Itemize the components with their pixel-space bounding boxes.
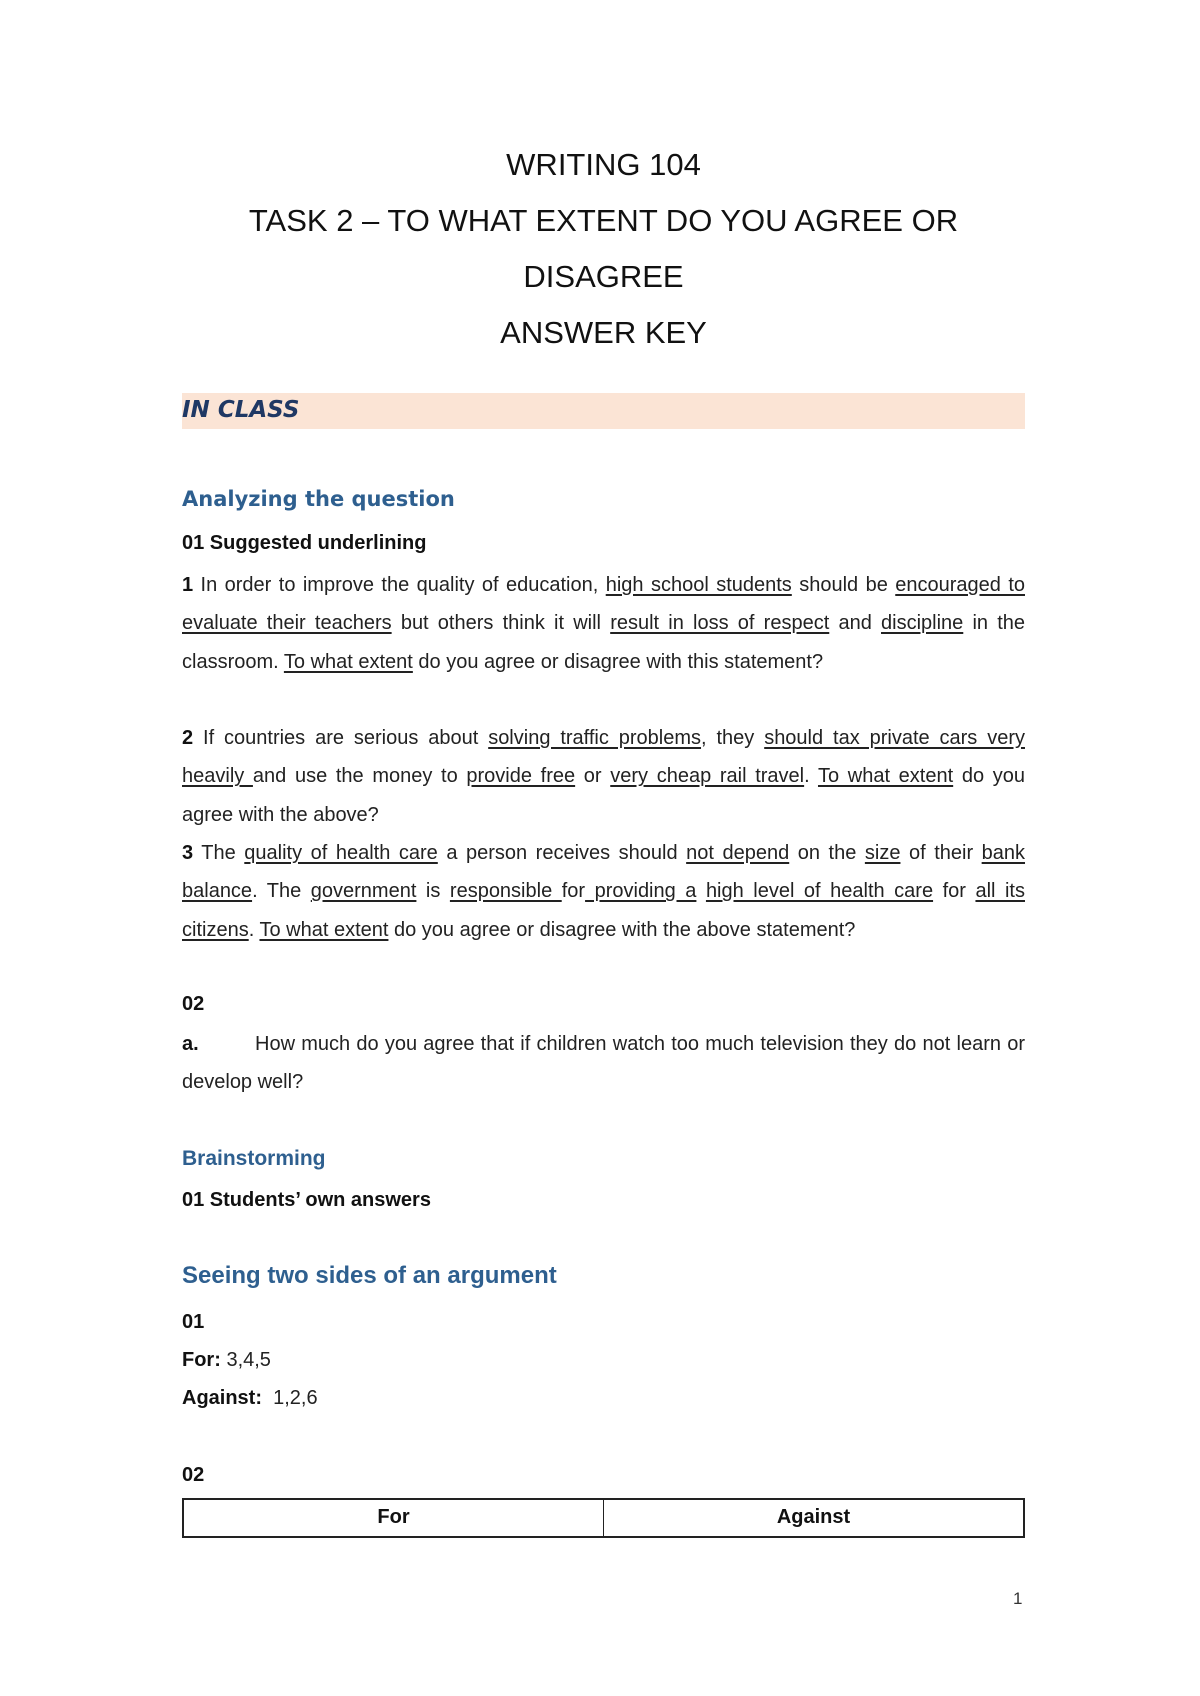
underlined-text: government [310, 880, 417, 903]
for-value: 3,4,5 [220, 1349, 271, 1371]
question-item-3 [182, 834, 1025, 949]
title-task-continued: DISAGREE [523, 259, 684, 294]
text-run: If countries are serious about [193, 727, 489, 749]
item-number: 3 [182, 842, 194, 864]
subheading-students-answers: 01 Students’ own answers [182, 1189, 431, 1211]
underlined-text: all its citizens [182, 880, 1025, 941]
underlined-text: discipline [881, 612, 964, 635]
text-run: or [575, 765, 611, 788]
text-run: for [933, 880, 976, 903]
table-header-against: Against [603, 1500, 1023, 1536]
text-run: . The [252, 880, 311, 903]
against-label: Against: [182, 1387, 262, 1409]
title-task: TASK 2 – TO WHAT EXTENT DO YOU AGREE OR [248, 203, 959, 238]
title-course: WRITING 104 [506, 147, 701, 182]
text-run: The [193, 842, 245, 864]
text-run: of their [900, 842, 982, 864]
subheading-02-table: 02 [182, 1464, 205, 1486]
underlined-text: not depend [686, 842, 790, 864]
underlined-text: high level of health care [705, 880, 934, 903]
text-run [696, 880, 706, 902]
text-run: and use the money to [252, 765, 467, 788]
text-run: do you agree with the above? [182, 765, 1025, 826]
item-number: 2 [182, 727, 194, 749]
text-run: but others think it will [391, 612, 611, 635]
underlined-text: very cheap rail travel [610, 765, 805, 788]
text-run: do you agree or disagree with the above statement? [388, 918, 856, 941]
title-answer-key: ANSWER KEY [500, 315, 707, 350]
underlined-text: provide free [466, 765, 576, 788]
table-header-for: For [377, 1506, 410, 1528]
text-run: a person receives should [437, 842, 687, 864]
section-band-in-class [182, 393, 1025, 429]
subheading-02: 02 [182, 993, 205, 1015]
underlined-text: bank balance [182, 842, 1026, 903]
text-run: in the classroom. [182, 612, 1026, 673]
subheading-01: 01 [182, 1311, 205, 1333]
page-number: 1 [1013, 1589, 1023, 1608]
underlined-text: size [864, 842, 901, 864]
heading-brainstorming: Brainstorming [182, 1147, 326, 1170]
text-run: should be [791, 574, 896, 596]
section-band-label: IN CLASS [182, 397, 300, 423]
for-against-table [182, 1498, 1025, 1538]
text-run: , they [701, 727, 765, 749]
underlined-text: quality of health care [244, 842, 438, 864]
text-run: on the [789, 842, 865, 864]
underlined-text: To what extent [283, 650, 413, 673]
subheading-suggested-underlining: 01 Suggested underlining [182, 532, 427, 554]
text-run: do you agree or disagree with this statement? [412, 650, 824, 673]
underlined-text: result in loss of respect [610, 612, 830, 635]
text-run: is [416, 880, 450, 903]
text-run: and [829, 612, 882, 635]
text-run: . [804, 765, 818, 788]
item-a-text: How much do you agree that if children watch too much television they do not learn or develop well? [182, 1033, 1025, 1094]
item-number: 1 [182, 574, 194, 596]
for-label: For: [182, 1349, 221, 1371]
text-run: In order to improve the quality of education, [193, 574, 606, 596]
item-a-label: a. [182, 1033, 199, 1055]
underlined-text: providing a [585, 880, 697, 903]
question-item-2 [182, 719, 1025, 834]
item-a [182, 1025, 1025, 1102]
heading-analyzing: Analyzing the question [182, 487, 455, 511]
text-run: for [561, 880, 586, 903]
question-item-1 [182, 566, 1025, 681]
for-line [182, 1349, 271, 1372]
against-line [182, 1387, 318, 1410]
text-run: . [248, 918, 260, 941]
underlined-text: To what extent [259, 918, 389, 941]
underlined-text: should tax private cars very heavily [182, 727, 1025, 788]
underlined-text: To what extent [817, 765, 954, 788]
underlined-text: high school students [605, 574, 792, 596]
against-value: 1,2,6 [262, 1387, 318, 1409]
heading-seeing-two-sides: Seeing two sides of an argument [182, 1262, 557, 1289]
underlined-text: responsible [449, 880, 562, 903]
underlined-text: encouraged to evaluate their teachers [182, 574, 1025, 635]
underlined-text: solving traffic problems [488, 727, 702, 749]
